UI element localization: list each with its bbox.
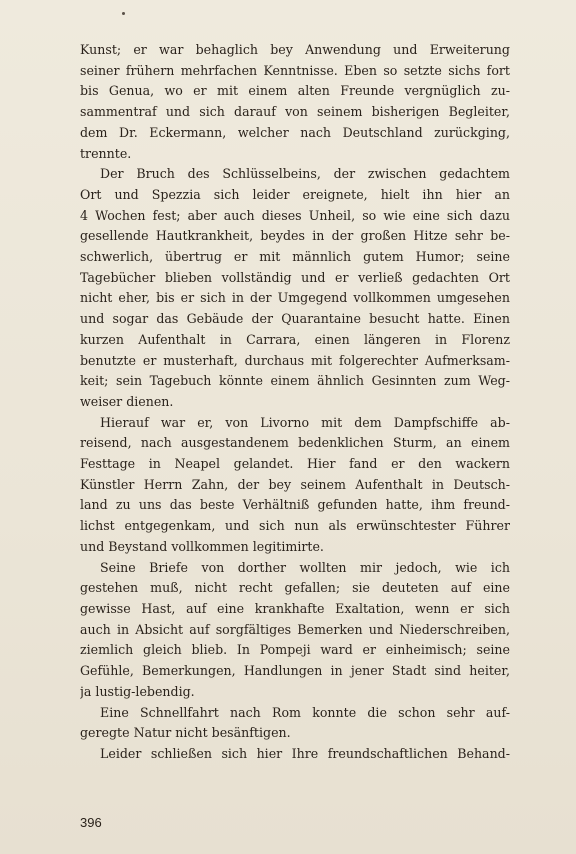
text-line: schwerlich, übertrug er mit männlich gutem Humor; seine [80, 249, 510, 265]
text-line: Gefühle, Bemerkungen, Handlungen in jener Stadt sind heiter, [80, 663, 510, 679]
paragraph-3 [80, 413, 510, 558]
text-line: geregte Natur nicht besänftigen. [80, 725, 291, 741]
printer-dot-mark [122, 12, 125, 15]
paragraph-1 [80, 40, 510, 164]
paragraph-5 [80, 703, 510, 744]
text-line: Seine Briefe von dorther wollten mir jedoch, wie ich [100, 559, 510, 575]
text-line: Künstler Herrn Zahn, der bey seinem Aufenthalt in Deutsch- [80, 476, 510, 492]
paragraph-4 [80, 558, 510, 703]
text-line: dem Dr. Eckermann, welcher nach Deutschland zurückging, [80, 124, 510, 140]
text-line: auch in Absicht auf sorgfältiges Bemerken und Niederschreiben, [80, 621, 510, 637]
text-line: kurzen Aufenthalt in Carrara, einen längeren in Florenz [80, 331, 510, 347]
text-line: Kunst; er war behaglich bey Anwendung und Erweiterung [80, 42, 510, 57]
text-line: nicht eher, bis er sich in der Umgegend vollkommen umgesehen [80, 290, 510, 306]
text-line: Der Bruch des Schlüsselbeins, der zwischen gedachtem [100, 166, 510, 182]
text-line: reisend, nach ausgestandenem bedenklichen Sturm, an einem [80, 435, 510, 451]
text-line: benutzte er musterhaft, durchaus mit folgerechter Aufmerksam- [80, 352, 510, 368]
text-line: ja lustig-lebendig. [80, 683, 195, 699]
text-line: Festtage in Neapel gelandet. Hier fand er den wackern [80, 456, 510, 472]
text-line: 4 Wochen fest; aber auch dieses Unheil, so wie eine sich dazu [80, 207, 510, 223]
text-line: Tagebücher blieben vollständig und er verließ gedachten Ort [80, 269, 510, 285]
text-line: Eine Schnellfahrt nach Rom konnte die schon sehr auf- [100, 704, 510, 720]
page-number: 396 [80, 815, 102, 830]
text-line: bis Genua, wo er mit einem alten Freunde vergnüglich zu- [80, 83, 510, 99]
text-line: ziemlich gleich blieb. In Pompeji ward er einheimisch; seine [80, 642, 510, 658]
text-line: Hierauf war er, von Livorno mit dem Dampfschiffe ab- [100, 414, 510, 430]
text-line: gestehen muß, nicht recht gefallen; sie deuteten auf eine [80, 580, 510, 596]
text-line: land zu uns das beste Verhältniß gefunden hatte, ihm freund- [80, 497, 510, 513]
text-line: und sogar das Gebäude der Quarantaine besucht hatte. Einen [80, 311, 510, 327]
text-line: und Beystand vollkommen legitimirte. [80, 538, 324, 554]
text-line: Ort und Spezzia sich leider ereignete, hielt ihn hier an [80, 186, 510, 202]
page-body-text [80, 40, 510, 765]
text-line: gesellende Hautkrankheit, beydes in der großen Hitze sehr be- [80, 228, 510, 244]
paragraph-2 [80, 164, 510, 412]
text-line: keit; sein Tagebuch könnte einem ähnlich Gesinnten zum Weg- [80, 373, 510, 389]
text-line: sammentraf und sich darauf von seinem bisherigen Begleiter, [80, 104, 510, 120]
text-line: seiner frühern mehrfachen Kenntnisse. Eben so setzte sichs fort [80, 62, 510, 78]
text-line: weiser dienen. [80, 393, 174, 409]
text-line: gewisse Hast, auf eine krankhafte Exaltation, wenn er sich [80, 600, 510, 616]
paragraph-6 [80, 744, 510, 765]
text-line: lichst entgegenkam, und sich nun als erwünschtester Führer [80, 518, 510, 534]
text-line: trennte. [80, 145, 132, 161]
text-line: Leider schließen sich hier Ihre freundschaftlichen Behand- [100, 745, 510, 761]
